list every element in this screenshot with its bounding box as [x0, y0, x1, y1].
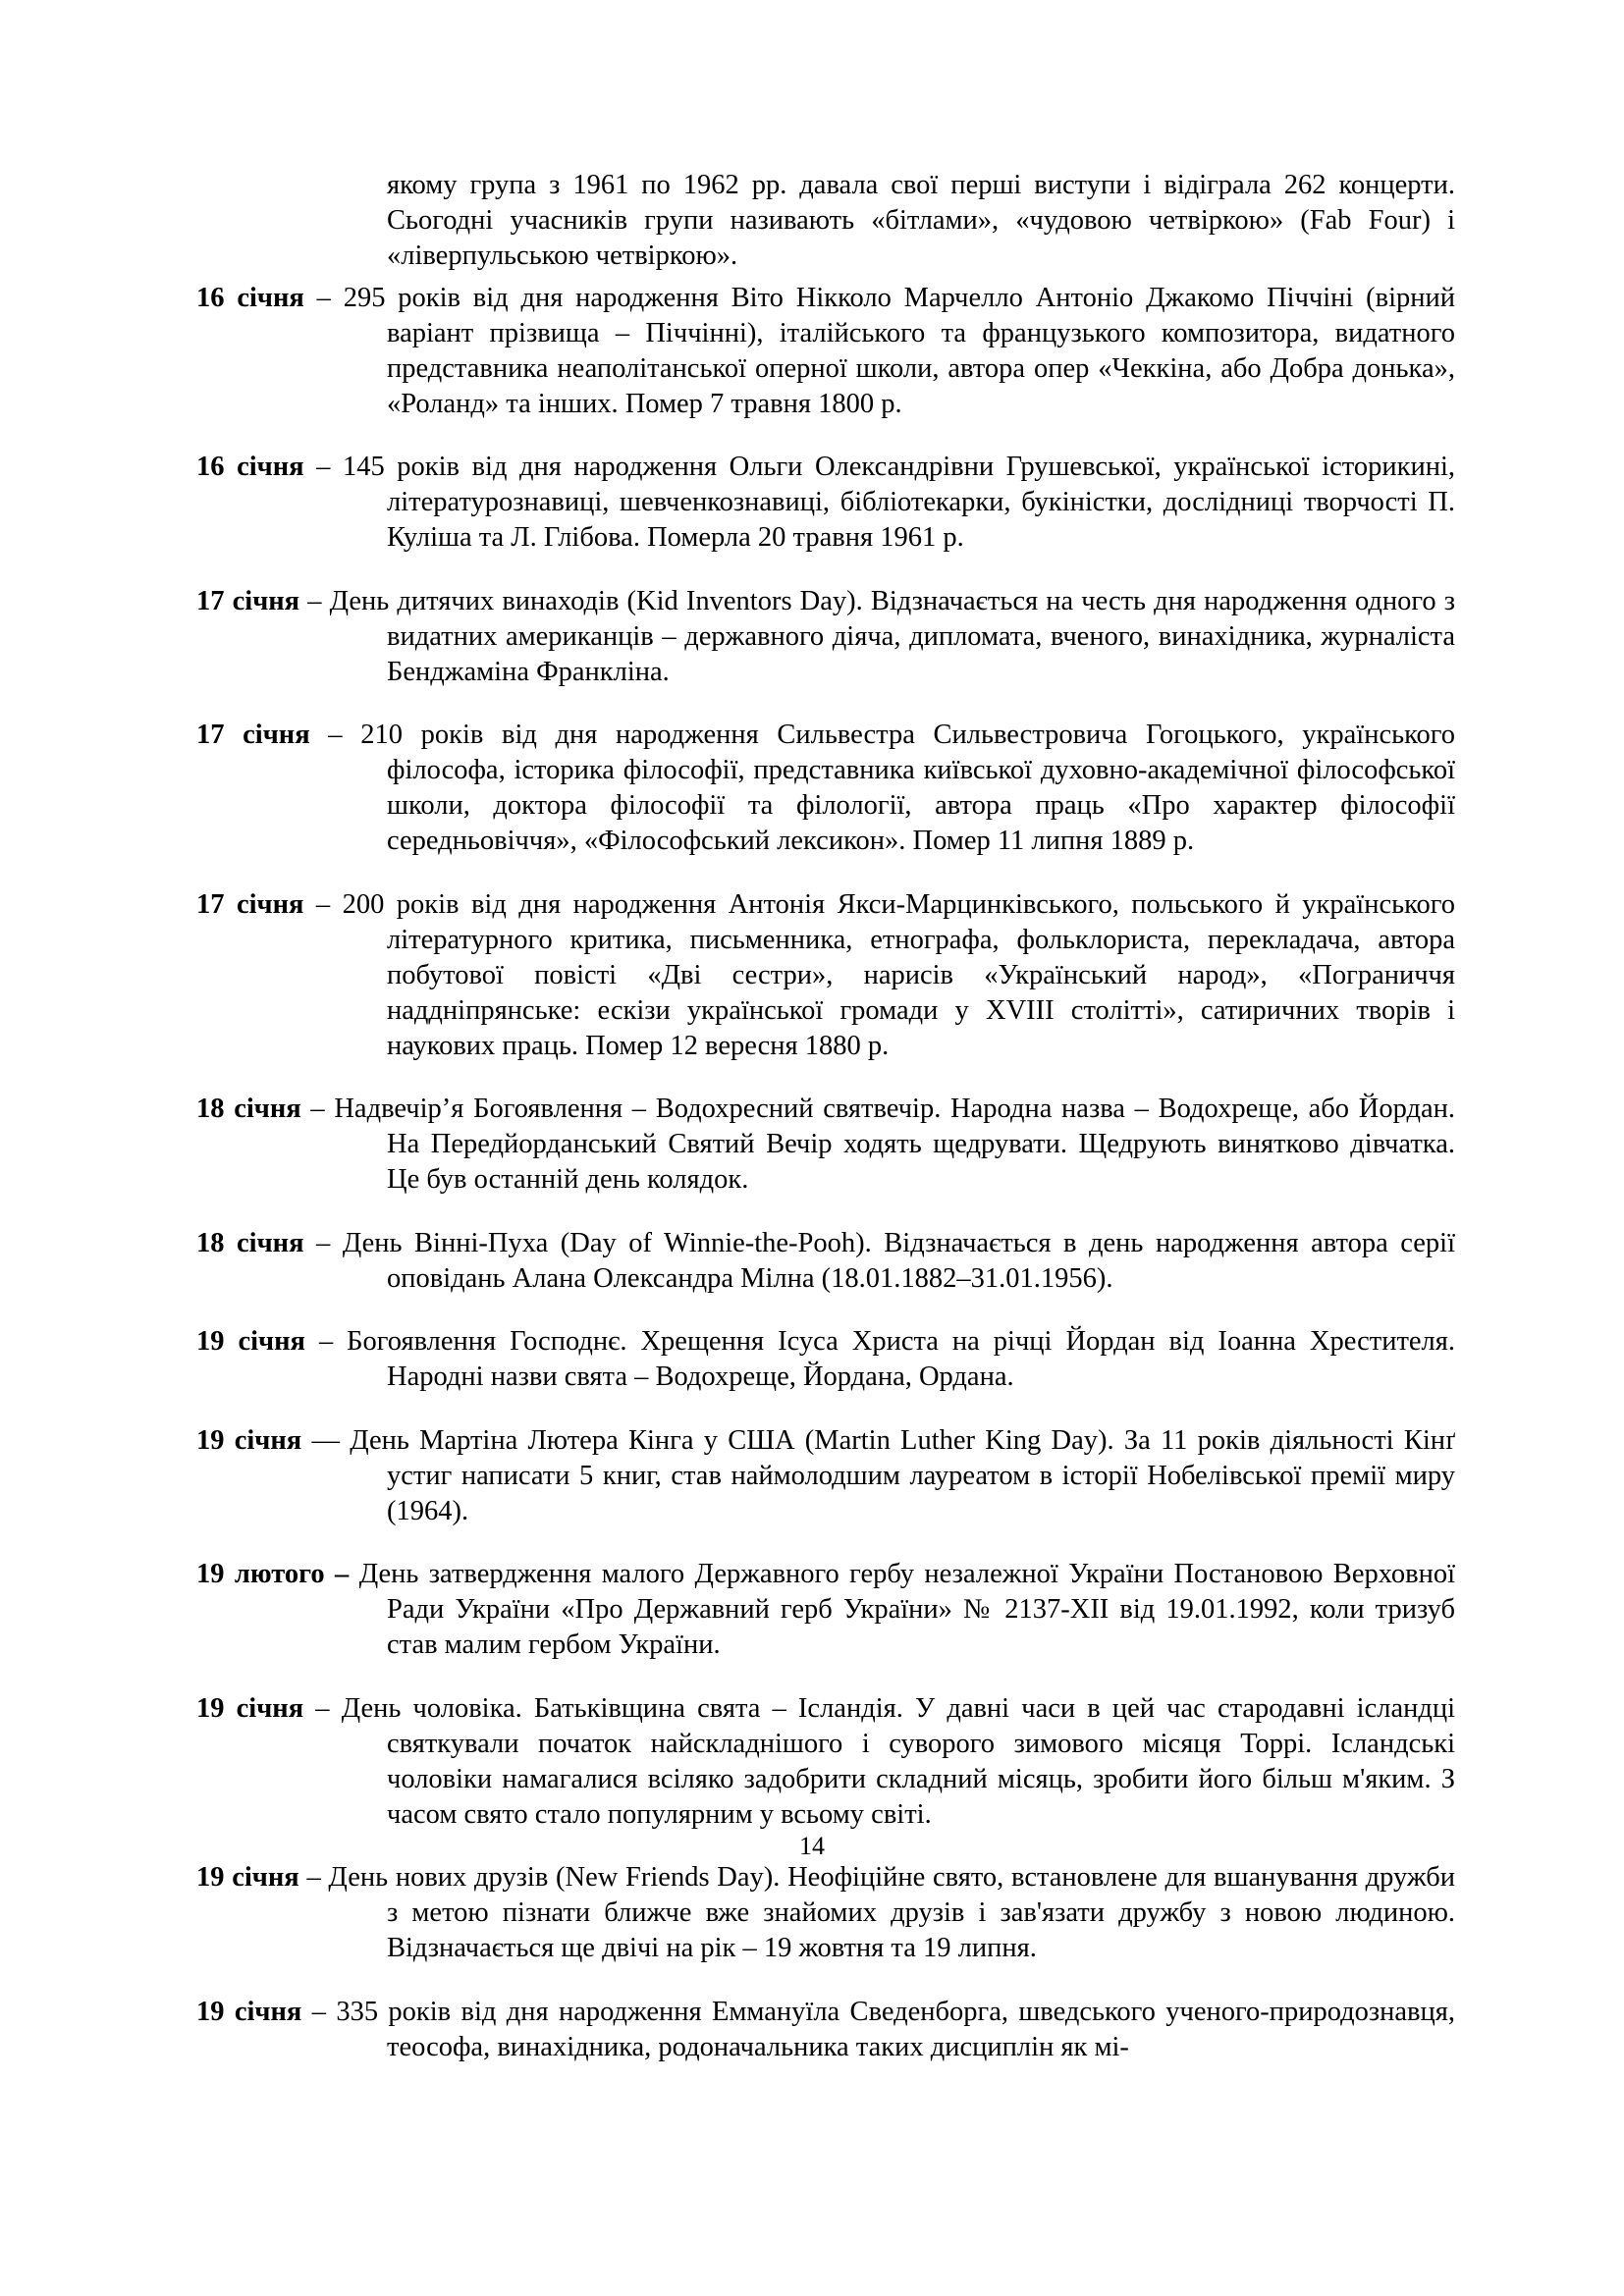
entry-date: 16 січня [196, 452, 304, 482]
entry-date: 17 січня [196, 720, 310, 750]
calendar-entry [196, 1324, 1455, 1395]
entry-text: Богоявлення Господнє. Хрещення Ісуса Христа на річці Йордан від Іоанна Хрестителя. Народні назви свята – Водохреще, Йордана, Ордана. [347, 1326, 1456, 1392]
entry-date: 19 січня [196, 1692, 304, 1724]
calendar-entry [196, 1860, 1455, 1966]
calendar-entry [196, 281, 1455, 422]
entry-separator: – [301, 1996, 337, 2027]
calendar-entry [196, 1226, 1455, 1297]
entry-separator: – [303, 452, 343, 482]
entry-separator: — [301, 1424, 351, 1456]
entry-text: День Вінні-Пуха (Day of Winnie-the-Pooh). Відзначається в день народження автора серії оповідань Алана Олександра Мілна (18.01.1882–31.01.1956). [342, 1227, 1456, 1294]
calendar-entry [196, 1423, 1455, 1529]
entry-date: 19 січня [196, 1996, 302, 2027]
calendar-entry [196, 1557, 1455, 1663]
entry-text: День чоловіка. Батьківщина свята – Ісландія. У давні часи в цей час стародавні ісландці святкували початок найскладнішого і суворого зимового місяця Торрі. Ісландські чоловіки намагалися всіляко задобрити складний місяць, зробити його більш м'яким. З часом свято стало популярним у всьому світі. [341, 1692, 1456, 1830]
calendar-entry [196, 887, 1455, 1064]
entry-date: 17 січня [196, 585, 300, 616]
entry-text: 295 років від дня народження Віто Нікколо Марчелло Антоніо Джакомо Піччіні (вірний варіант прізвища – Піччінні), італійського та французького композитора, видатного представника неаполітанської оперної школи, автора опер «Чеккіна, або Добра донька», «Роланд» та інших. Помер 7 травня 1800 р. [343, 282, 1456, 419]
entry-separator: – [303, 1227, 343, 1258]
calendar-entry [196, 450, 1455, 556]
entry-separator: – [303, 282, 344, 313]
calendar-entries [196, 252, 1455, 2077]
entry-separator: – [299, 585, 330, 616]
entry-text: День затвердження малого Державного гербу незалежної України Постановою Верховної Ради України «Про Державний герб України» № 2137-XII від 19.01.1992, коли тризуб став малим гербом України. [358, 1559, 1456, 1660]
entry-text: Надвечір’я Богоявлення – Водохресний святвечір. Народна назва – Водохреще, або Йордан. На Передйорданський Святий Вечір ходять щедрувати. Щедрують винятково дівчатка. Це був останній день колядок. [334, 1094, 1455, 1195]
entry-separator: – [303, 1692, 342, 1724]
entry-text: 200 років від дня народження Антонія Якси-Марцинківського, польського й українського літературного критика, письменника, етнографа, фольклориста, перекладача, автора побутової повісті «Дві сестри», нарисів «Український народ», «Пограниччя наддніпрянське: ескізи української громади у XVIII столітті», сатиричних творів і наукових праць. Помер 12 вересня 1880 р. [342, 888, 1456, 1061]
entry-text: 145 років від дня народження Ольги Олександрівни Грушевської, української історикині, літературознавиці, шевченкознавиці, бібліотекарки, букіністки, дослідниці творчості П. Куліша та Л. Глібова. Померла 20 травня 1961 р. [342, 452, 1456, 553]
calendar-entry [196, 1995, 1455, 2065]
entry-date: 19 лютого – [196, 1559, 350, 1589]
entry-separator [349, 1559, 358, 1589]
entry-text: День нових друзів (New Friends Day). Неофіційне свято, встановлене для вшанування дружби з метою пізнати ближче вже знайомих друзів і зав'язати дружбу з новою людиною. Відзначається ще двічі на рік – 19 жовтня та 19 липня. [328, 1862, 1455, 1963]
entry-text: День дитячих винаходів (Kid Inventors Day). Відзначається на честь дня народження одного з видатних американців – державного діяча, дипломата, вченого, винахідника, журналіста Бенджаміна Франкліна. [329, 585, 1455, 687]
continuation-paragraph: якому група з 1961 по 1962 рр. давала свої перші виступи і відіграла 262 концерти. Сьогодні учасників групи називають «бітлами», «чудовою четвіркою» (Fab Four) і «ліверпульською четвіркою». [387, 169, 1455, 271]
page-number: 14 [799, 1832, 825, 1860]
calendar-entry [196, 718, 1455, 859]
entry-date: 18 січня [196, 1094, 301, 1124]
entry-date: 17 січня [196, 888, 304, 920]
entry-date: 19 січня [196, 1862, 299, 1893]
entry-text: День Мартіна Лютера Кінга у США (Martin Luther King Day). За 11 років діяльності Кінґ устиг написати 5 книг, став наймолодшим лауреатом в історії Нобелівської премії миру (1964). [350, 1424, 1455, 1526]
entry-text: 210 років від дня народження Сильвестра Сильвестровича Гогоцького, українського філософа, історика філософії, представника київської духовно-академічної філософської школи, доктора філософії та філології, автора праць «Про характер філософії середньовіччя», «Філософський лексикон». Помер 11 липня 1889 р. [360, 720, 1456, 856]
entry-text: 335 років від дня народження Еммануїла Сведенборга, шведського ученого-природознавця, теософа, винахідника, родоначальника таких дисциплін як мі- [336, 1996, 1455, 2062]
entry-separator: – [304, 1326, 348, 1357]
calendar-entry [196, 584, 1455, 690]
entry-date: 18 січня [196, 1227, 304, 1258]
entry-date: 19 січня [196, 1424, 302, 1456]
entry-date: 19 січня [196, 1326, 305, 1357]
calendar-entry [196, 1691, 1455, 1833]
entry-separator: – [309, 720, 361, 750]
entry-date: 16 січня [196, 282, 304, 313]
calendar-entry [196, 1092, 1455, 1198]
entry-separator: – [298, 1862, 329, 1893]
entry-separator: – [303, 888, 343, 920]
entry-separator: – [300, 1094, 335, 1124]
